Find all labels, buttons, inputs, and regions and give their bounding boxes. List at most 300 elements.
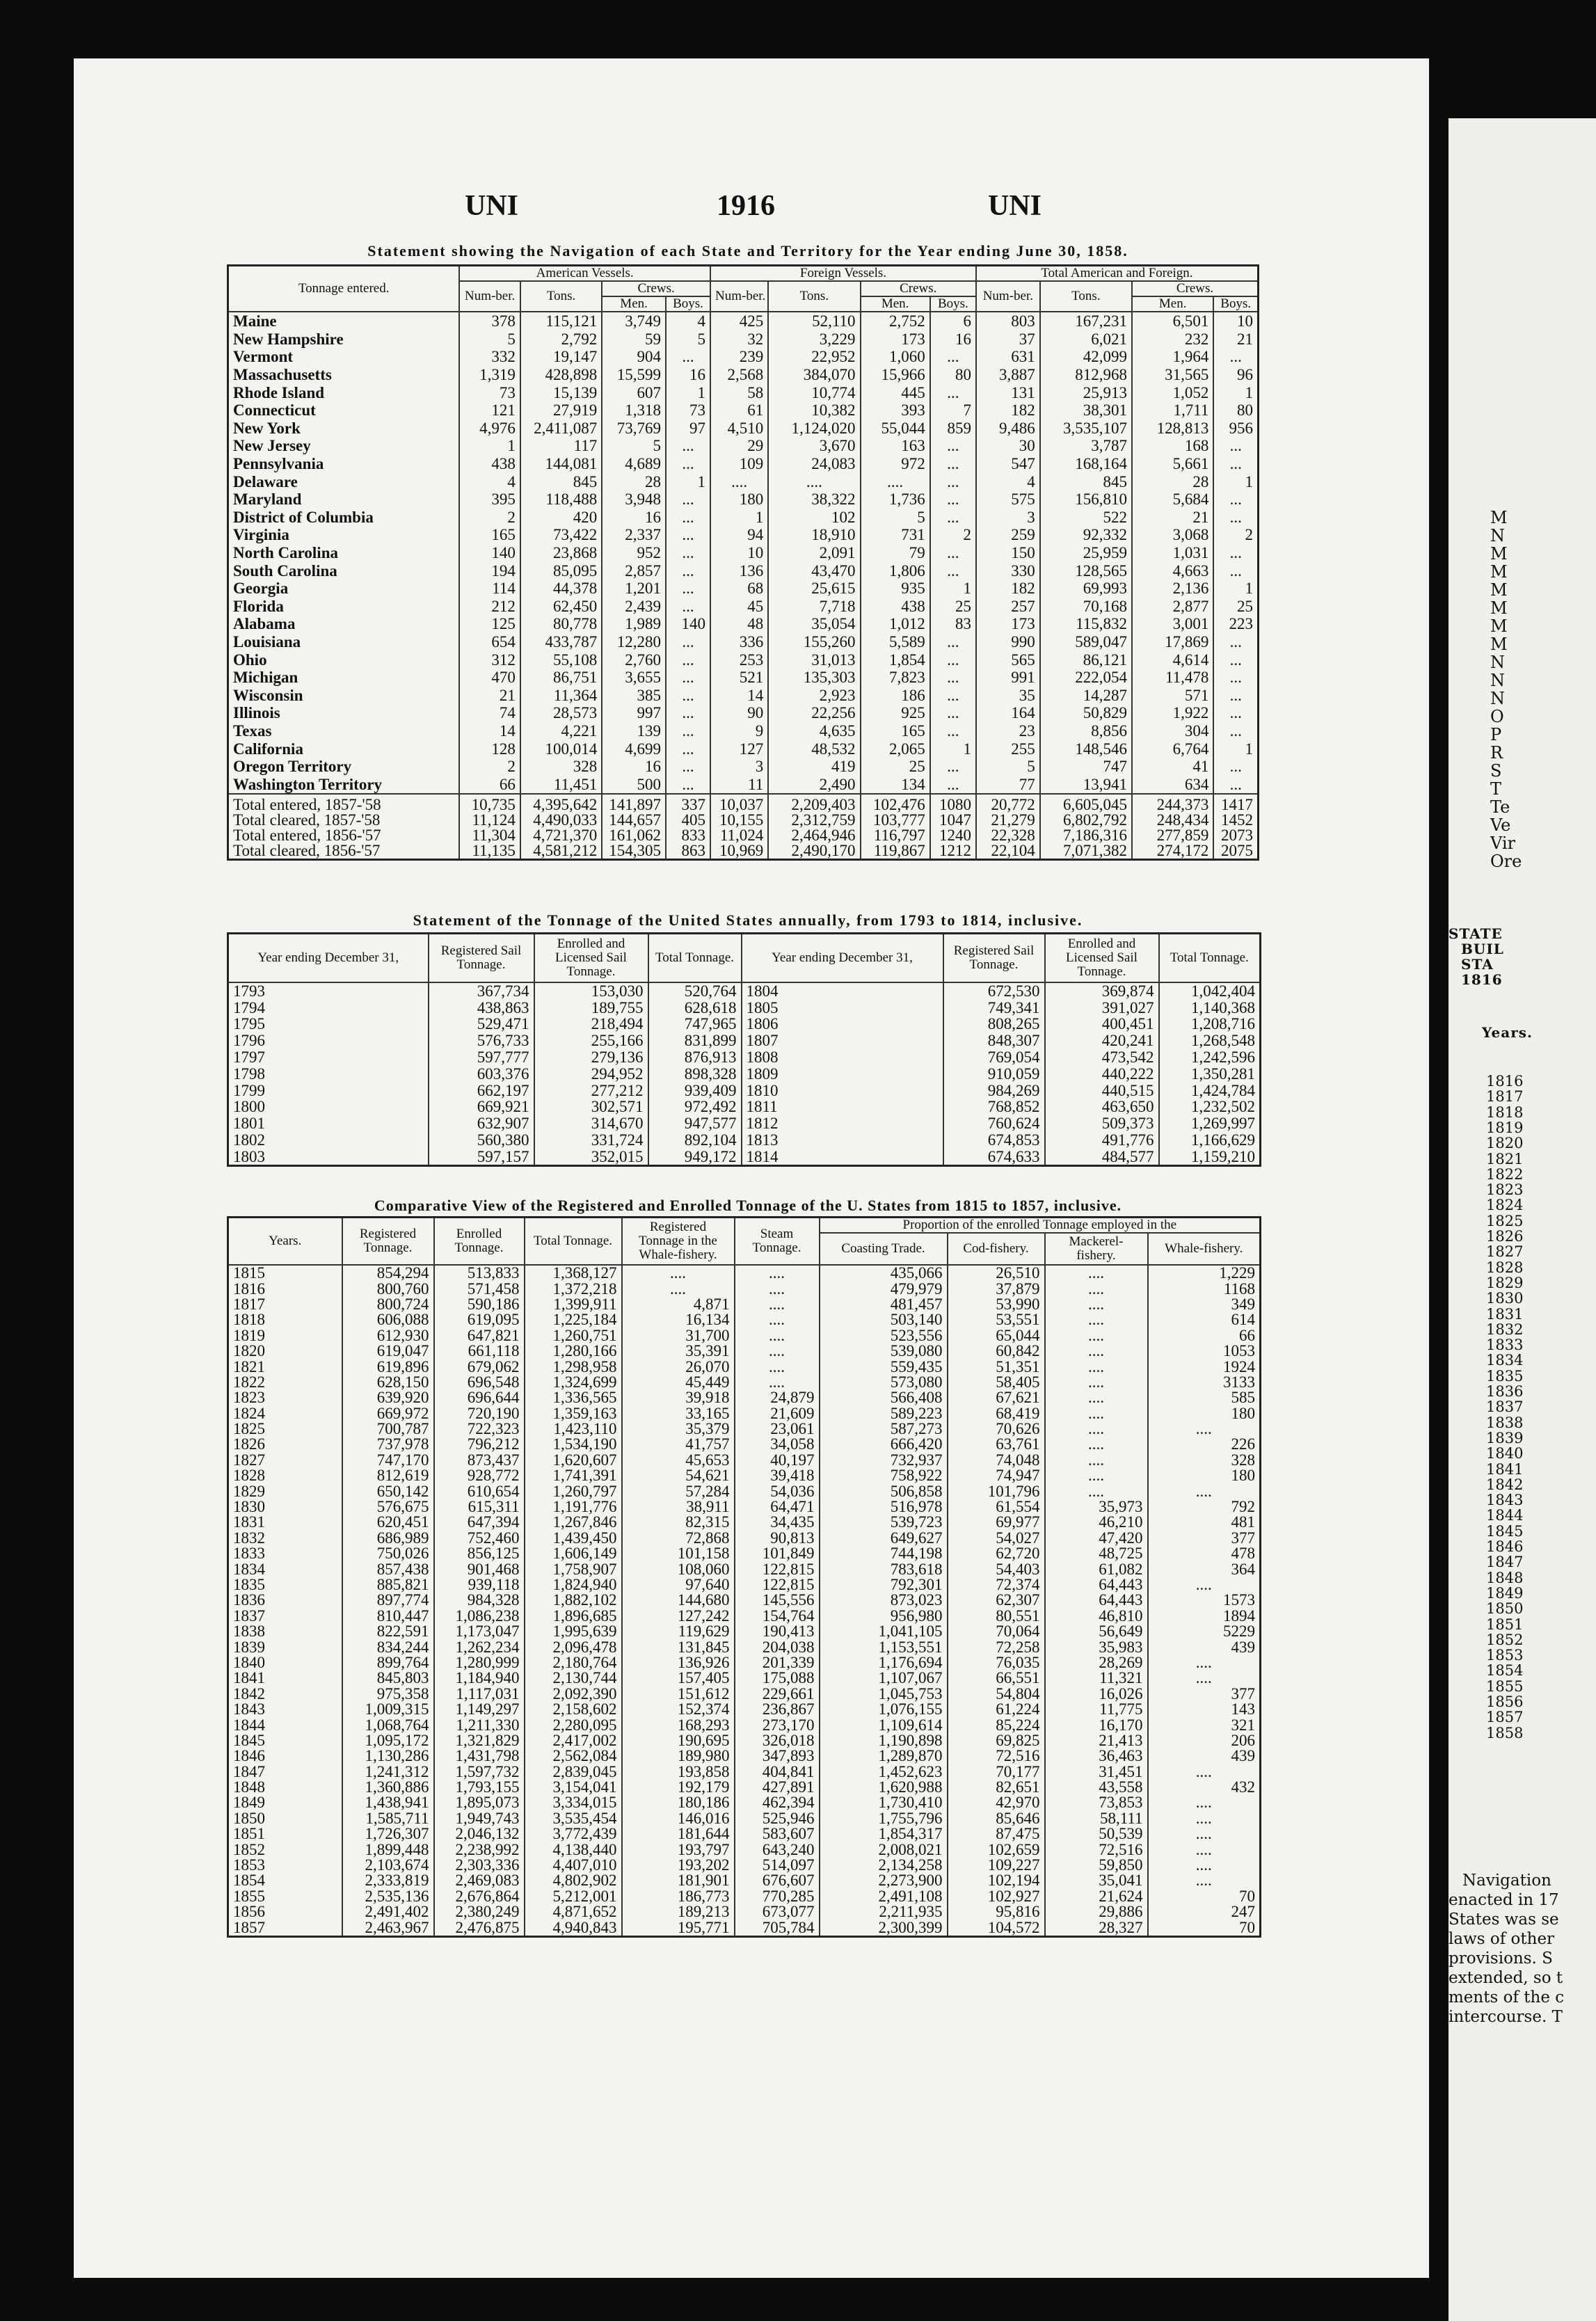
- cell: 859: [930, 420, 976, 438]
- cell: 73,853: [1045, 1795, 1148, 1810]
- adjacent-year: 1832: [1486, 1321, 1524, 1338]
- cell: 108,060: [622, 1561, 735, 1577]
- state-row: [228, 651, 1259, 669]
- cell: 899,764: [342, 1655, 434, 1670]
- row-label: Pennsylvania: [228, 455, 460, 473]
- cell: 23: [976, 722, 1040, 740]
- state-row: [228, 437, 1259, 455]
- cell: ....: [735, 1375, 820, 1390]
- cell: 1452: [1213, 813, 1258, 828]
- cell: 16,134: [622, 1312, 735, 1327]
- table-row: [228, 1577, 1261, 1593]
- men-header: Men.: [1132, 296, 1213, 312]
- cell: 606,088: [342, 1312, 434, 1327]
- cell: 86,751: [520, 669, 602, 687]
- cell: 7,071,382: [1040, 843, 1132, 860]
- cell: 39,418: [735, 1468, 820, 1483]
- table-row: [228, 1748, 1261, 1764]
- cell: 984,269: [943, 1082, 1045, 1099]
- cell: 50,829: [1040, 704, 1132, 722]
- cell: 61,554: [948, 1499, 1045, 1515]
- cell: 90,813: [735, 1531, 820, 1546]
- cell: ...: [1213, 490, 1258, 509]
- cell: 1,009,315: [342, 1702, 434, 1717]
- cell: 1: [710, 509, 768, 527]
- annual-tonnage-table: [227, 932, 1261, 1167]
- registered-header: Registered Tonnage.: [342, 1218, 434, 1266]
- cell: 21: [459, 686, 520, 704]
- cell: 749,341: [943, 999, 1045, 1016]
- cell: 143: [1148, 1702, 1261, 1717]
- cell: 247: [1148, 1904, 1261, 1920]
- cell: 163: [861, 437, 930, 455]
- cell: 3,670: [768, 437, 860, 455]
- adjacent-heading: 1816: [1461, 971, 1503, 988]
- crews-header: Crews.: [1132, 281, 1258, 296]
- cell: ....: [1045, 1281, 1148, 1296]
- cell: 1,854: [861, 651, 930, 669]
- cell: 589,047: [1040, 633, 1132, 651]
- cell: 62,450: [520, 598, 602, 616]
- cell: 74: [459, 704, 520, 722]
- cell: 435,066: [820, 1265, 948, 1281]
- cell: 27,919: [520, 401, 602, 420]
- cell: 229,661: [735, 1686, 820, 1702]
- cell: 64,471: [735, 1499, 820, 1515]
- year-cell: 1838: [228, 1624, 342, 1639]
- cell: 30: [976, 437, 1040, 455]
- cell: 378: [459, 312, 520, 330]
- cell: 193,797: [622, 1842, 735, 1857]
- cell: 10,155: [710, 813, 768, 828]
- table1-title: Statement showing the Navigation of each State and Territory for the Year ending June 30, 1858.: [367, 242, 1128, 260]
- cell: ...: [930, 383, 976, 401]
- cell: 863: [666, 843, 710, 860]
- cell: 9: [710, 722, 768, 740]
- cell: 571,458: [434, 1281, 525, 1296]
- cell: 1,350,281: [1159, 1065, 1261, 1082]
- cell: 547: [976, 455, 1040, 473]
- row-label: Rhode Island: [228, 383, 460, 401]
- total-row: [228, 794, 1259, 813]
- cell: 2,760: [602, 651, 666, 669]
- cell: 302,571: [534, 1099, 648, 1115]
- cell: 279,136: [534, 1049, 648, 1066]
- cell: ...: [930, 437, 976, 455]
- adjacent-state-label: N: [1490, 526, 1505, 545]
- cell: 4,940,843: [525, 1920, 622, 1936]
- cell: 484,577: [1045, 1148, 1159, 1165]
- cell: 1,741,391: [525, 1468, 622, 1483]
- num-header: Num-ber.: [710, 281, 768, 312]
- state-row: [228, 383, 1259, 401]
- cell: 1,321,829: [434, 1733, 525, 1748]
- cell: 876,913: [648, 1049, 742, 1066]
- cell: 2,312,759: [768, 813, 860, 828]
- cell: ....: [1045, 1297, 1148, 1312]
- cell: 364: [1148, 1561, 1261, 1577]
- cell: 5: [459, 330, 520, 349]
- year-cell: 1840: [228, 1655, 342, 1670]
- cell: 500: [602, 775, 666, 794]
- cell: 59,850: [1045, 1858, 1148, 1873]
- year-cell: 1851: [228, 1826, 342, 1842]
- state-row: [228, 740, 1259, 758]
- cell: 792,301: [820, 1577, 948, 1593]
- cell: 614: [1148, 1312, 1261, 1327]
- cell: 1,267,846: [525, 1515, 622, 1530]
- cell: 109: [710, 455, 768, 473]
- cell: 432: [1148, 1780, 1261, 1795]
- cell: 2,096,478: [525, 1639, 622, 1654]
- total-row: [228, 813, 1259, 828]
- cell: 1894: [1148, 1609, 1261, 1624]
- cell: 8,856: [1040, 722, 1132, 740]
- cell: 972: [861, 455, 930, 473]
- cell: 68: [710, 580, 768, 598]
- cell: 1,989: [602, 615, 666, 633]
- cell: 4,510: [710, 420, 768, 438]
- cell: 180: [1148, 1468, 1261, 1483]
- cell: 11,478: [1132, 669, 1213, 687]
- cell: 6: [930, 312, 976, 330]
- cell: 1,336,565: [525, 1390, 622, 1405]
- cell: 769,054: [943, 1049, 1045, 1066]
- adjacent-state-label: R: [1490, 743, 1503, 763]
- cell: 438,863: [429, 999, 534, 1016]
- cell: ...: [930, 490, 976, 509]
- year-cell: 1794: [228, 999, 429, 1016]
- cell: 479,979: [820, 1281, 948, 1296]
- cell: 144,657: [602, 813, 666, 828]
- cell: 654: [459, 633, 520, 651]
- cell: 5,589: [861, 633, 930, 651]
- cell: ...: [1213, 775, 1258, 794]
- cell: 38,911: [622, 1499, 735, 1515]
- cell: 1,173,047: [434, 1624, 525, 1639]
- cell: 44,378: [520, 580, 602, 598]
- cell: 46,810: [1045, 1609, 1148, 1624]
- cell: 491,776: [1045, 1132, 1159, 1149]
- men-header: Men.: [861, 296, 930, 312]
- cell: 2,273,900: [820, 1873, 948, 1888]
- cell: 2,464,946: [768, 828, 860, 843]
- cell: 109,227: [948, 1858, 1045, 1873]
- cell: 67,621: [948, 1390, 1045, 1405]
- cell: 481,457: [820, 1297, 948, 1312]
- cell: 4,976: [459, 420, 520, 438]
- state-row: [228, 401, 1259, 420]
- cell: 674,853: [943, 1132, 1045, 1149]
- adjacent-state-label: S: [1490, 761, 1502, 781]
- row-label: Connecticut: [228, 401, 460, 420]
- cell: 1,882,102: [525, 1593, 622, 1608]
- cell: 61: [710, 401, 768, 420]
- adjacent-year: 1845: [1486, 1522, 1524, 1540]
- cell: 119,629: [622, 1624, 735, 1639]
- adjacent-state-label: M: [1490, 508, 1508, 527]
- cell: 674,633: [943, 1148, 1045, 1165]
- year-cell: 1845: [228, 1733, 342, 1748]
- row-label: Illinois: [228, 704, 460, 722]
- cell: 1,268,548: [1159, 1032, 1261, 1049]
- cell: 102,659: [948, 1842, 1045, 1857]
- cell: 29,886: [1045, 1904, 1148, 1920]
- cell: 181,644: [622, 1826, 735, 1842]
- cell: 439: [1148, 1639, 1261, 1654]
- adjacent-state-label: O: [1490, 707, 1504, 726]
- row-label: Massachusetts: [228, 366, 460, 384]
- cell: 792: [1148, 1499, 1261, 1515]
- adjacent-state-label: Vir: [1490, 834, 1516, 853]
- row-label: Texas: [228, 722, 460, 740]
- cell: 58: [710, 383, 768, 401]
- cell: 2,752: [861, 312, 930, 330]
- adjacent-year: 1818: [1486, 1103, 1524, 1121]
- cell: 514,097: [735, 1858, 820, 1873]
- cell: 2,535,136: [342, 1889, 434, 1904]
- cell: 679,062: [434, 1359, 525, 1374]
- cell: 615,311: [434, 1499, 525, 1515]
- cell: 1,086,238: [434, 1609, 525, 1624]
- cell: 102,476: [861, 794, 930, 813]
- cell: 35: [976, 686, 1040, 704]
- cell: 194: [459, 561, 520, 580]
- cell: ...: [666, 526, 710, 544]
- cell: 46,210: [1045, 1515, 1148, 1530]
- cell: 54,036: [735, 1483, 820, 1499]
- cell: 349: [1148, 1297, 1261, 1312]
- cell: ...: [1213, 722, 1258, 740]
- cell: 1,241,312: [342, 1764, 434, 1780]
- cell: 257: [976, 598, 1040, 616]
- row-label: New Hampshire: [228, 330, 460, 349]
- cell: ...: [666, 455, 710, 473]
- cell: 85,646: [948, 1811, 1045, 1826]
- cell: 94: [710, 526, 768, 544]
- cell: 631: [976, 348, 1040, 366]
- adjacent-year: 1852: [1486, 1631, 1524, 1648]
- table-row: [228, 1312, 1261, 1327]
- cell: 747,965: [648, 1016, 742, 1032]
- cell: 1,042,404: [1159, 982, 1261, 1000]
- cell: 31,565: [1132, 366, 1213, 384]
- cell: ....: [1148, 1764, 1261, 1780]
- cell: 928,772: [434, 1468, 525, 1483]
- cell: 15,966: [861, 366, 930, 384]
- cell: 672,530: [943, 982, 1045, 1000]
- cell: ...: [666, 651, 710, 669]
- steam-header: Steam Tonnage.: [735, 1218, 820, 1266]
- cell: 116,797: [861, 828, 930, 843]
- adjacent-state-label: N: [1490, 689, 1505, 708]
- cell: 35,379: [622, 1421, 735, 1437]
- adjacent-text-line: States was se: [1449, 1911, 1559, 1929]
- cell: 744,198: [820, 1546, 948, 1561]
- cell: 73,769: [602, 420, 666, 438]
- table-row: [228, 1115, 1261, 1132]
- adjacent-text-line: extended, so t: [1449, 1969, 1563, 1987]
- cell: 2,839,045: [525, 1764, 622, 1780]
- cell: 68,419: [948, 1406, 1045, 1421]
- adjacent-year: 1853: [1486, 1647, 1524, 1664]
- cell: 1: [1213, 740, 1258, 758]
- year-cell: 1855: [228, 1889, 342, 1904]
- table-row: [228, 1082, 1261, 1099]
- row-label: Florida: [228, 598, 460, 616]
- cell: 352,015: [534, 1148, 648, 1165]
- adjacent-state-label: T: [1490, 779, 1502, 799]
- state-row: [228, 455, 1259, 473]
- cell: 10: [1213, 312, 1258, 330]
- cell: 1: [459, 437, 520, 455]
- cell: 2,158,602: [525, 1702, 622, 1717]
- cell: 25,913: [1040, 383, 1132, 401]
- cell: 2,303,336: [434, 1858, 525, 1873]
- cell: 5,684: [1132, 490, 1213, 509]
- table-row: [228, 1686, 1261, 1702]
- cell: 14: [459, 722, 520, 740]
- cell: 33,165: [622, 1406, 735, 1421]
- cell: 2,411,087: [520, 420, 602, 438]
- cell: ...: [666, 544, 710, 562]
- cell: 1,824,940: [525, 1577, 622, 1593]
- cell: 1,995,639: [525, 1624, 622, 1639]
- cell: 939,409: [648, 1082, 742, 1099]
- cell: ...: [1213, 509, 1258, 527]
- cell: 1,060: [861, 348, 930, 366]
- cell: ....: [735, 1343, 820, 1359]
- cell: 2,103,674: [342, 1858, 434, 1873]
- cell: 1047: [930, 813, 976, 828]
- table-row: [228, 1920, 1261, 1936]
- cell: 4,221: [520, 722, 602, 740]
- cell: 400,451: [1045, 1016, 1159, 1032]
- cell: ....: [1148, 1873, 1261, 1888]
- cell: 3,068: [1132, 526, 1213, 544]
- state-row: [228, 490, 1259, 509]
- year-cell: 1809: [742, 1065, 943, 1082]
- cell: 904: [602, 348, 666, 366]
- cell: 144,680: [622, 1593, 735, 1608]
- cell: 1,229: [1148, 1265, 1261, 1281]
- cell: 619,095: [434, 1312, 525, 1327]
- cell: 255: [976, 740, 1040, 758]
- enrolled-header: Enrolled Tonnage.: [434, 1218, 525, 1266]
- cell: 1,149,297: [434, 1702, 525, 1717]
- cell: 347,893: [735, 1748, 820, 1764]
- cell: 156,810: [1040, 490, 1132, 509]
- cell: 101,849: [735, 1546, 820, 1561]
- cell: ....: [1045, 1390, 1148, 1405]
- total-row: [228, 828, 1259, 843]
- cell: 521: [710, 669, 768, 687]
- cell: 1,260,751: [525, 1328, 622, 1343]
- cell: 4,721,370: [520, 828, 602, 843]
- cell: 575: [976, 490, 1040, 509]
- cell: 131: [976, 383, 1040, 401]
- cell: ...: [1213, 686, 1258, 704]
- row-label: Oregon Territory: [228, 758, 460, 776]
- cell: 79: [861, 544, 930, 562]
- cell: 38,301: [1040, 401, 1132, 420]
- cell: ...: [666, 598, 710, 616]
- cell: 539,080: [820, 1343, 948, 1359]
- cell: 752,460: [434, 1531, 525, 1546]
- cell: 3,535,107: [1040, 420, 1132, 438]
- state-row: [228, 366, 1259, 384]
- cell: 119,867: [861, 843, 930, 860]
- table-row: [228, 1499, 1261, 1515]
- cell: 61,224: [948, 1702, 1045, 1717]
- cell: 25,615: [768, 580, 860, 598]
- row-label: New York: [228, 420, 460, 438]
- cell: ...: [666, 722, 710, 740]
- cell: 201,339: [735, 1655, 820, 1670]
- cell: 69,993: [1040, 580, 1132, 598]
- cell: 2,877: [1132, 598, 1213, 616]
- cell: ...: [930, 686, 976, 704]
- cell: 321: [1148, 1717, 1261, 1732]
- cell: ...: [1213, 758, 1258, 776]
- cell: ....: [1045, 1312, 1148, 1327]
- row-label: California: [228, 740, 460, 758]
- cell: 76,035: [948, 1655, 1045, 1670]
- cell: 1,280,999: [434, 1655, 525, 1670]
- cell: 705,784: [735, 1920, 820, 1936]
- cell: 6,802,792: [1040, 813, 1132, 828]
- cell: 428,898: [520, 366, 602, 384]
- cell: ...: [930, 722, 976, 740]
- table-row: [228, 1624, 1261, 1639]
- cell: 1,107,067: [820, 1670, 948, 1686]
- cell: 155,260: [768, 633, 860, 651]
- cell: 673,077: [735, 1904, 820, 1920]
- cell: ...: [666, 437, 710, 455]
- row-label: Total entered, 1857-'58: [228, 794, 460, 813]
- year-cell: 1839: [228, 1639, 342, 1654]
- cell: 2,380,249: [434, 1904, 525, 1920]
- cell: 758,922: [820, 1468, 948, 1483]
- cell: 294,952: [534, 1065, 648, 1082]
- cell: 37: [976, 330, 1040, 349]
- cell: 83: [930, 615, 976, 633]
- foreign-vessels-header: Foreign Vessels.: [710, 266, 976, 282]
- cell: 140: [459, 544, 520, 562]
- adjacent-year: 1834: [1486, 1352, 1524, 1369]
- cell: 39,918: [622, 1390, 735, 1405]
- cell: 439: [1148, 1748, 1261, 1764]
- cell: 2,676,864: [434, 1889, 525, 1904]
- cell: 150: [976, 544, 1040, 562]
- cell: 66: [459, 775, 520, 794]
- cell: 2,065: [861, 740, 930, 758]
- cell: 80,551: [948, 1609, 1045, 1624]
- state-row: [228, 526, 1259, 544]
- adjacent-year: 1856: [1486, 1693, 1524, 1710]
- cell: 783,618: [820, 1561, 948, 1577]
- cell: 1,620,988: [820, 1780, 948, 1795]
- cell: 175,088: [735, 1670, 820, 1686]
- adjacent-year: 1828: [1486, 1259, 1524, 1276]
- cell: 180: [1148, 1406, 1261, 1421]
- cell: 186,773: [622, 1889, 735, 1904]
- cell: 15,139: [520, 383, 602, 401]
- adjacent-page-strip: [1449, 118, 1596, 2321]
- table-row: [228, 1842, 1261, 1857]
- cell: 560,380: [429, 1132, 534, 1149]
- table-row: [228, 1328, 1261, 1343]
